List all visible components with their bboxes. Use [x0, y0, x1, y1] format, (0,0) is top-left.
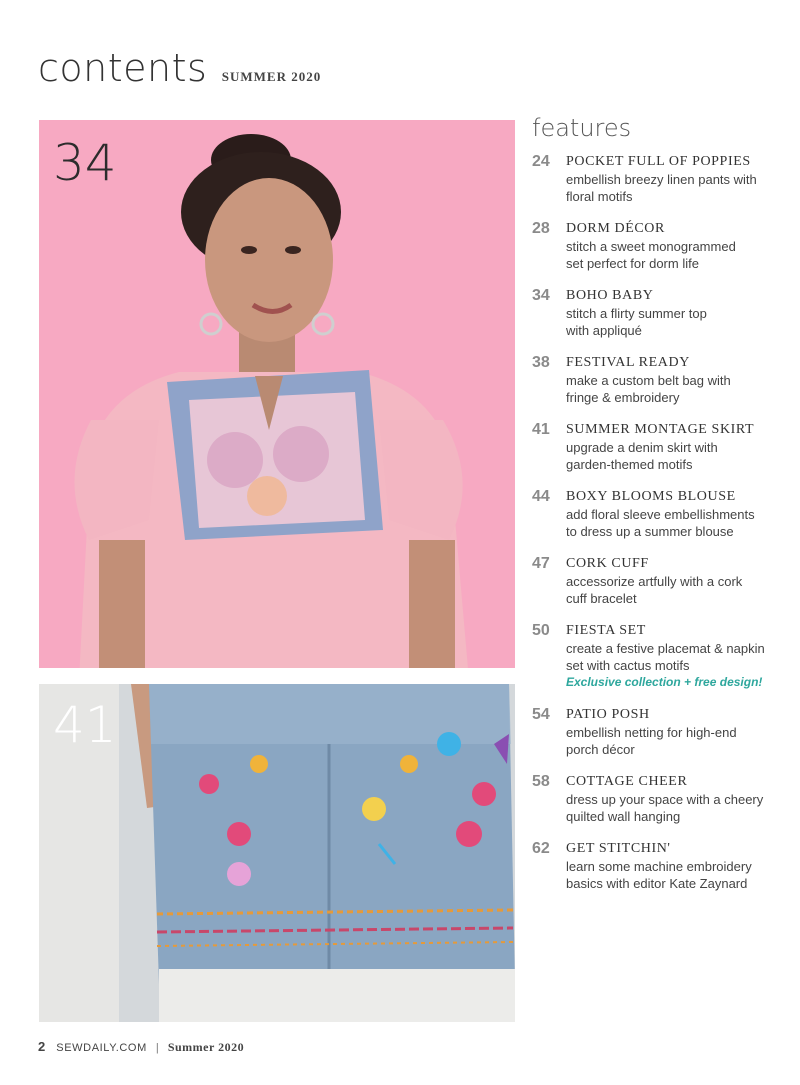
- feature-desc-line: quilted wall hanging: [566, 808, 681, 824]
- feature-item[interactable]: [532, 706, 790, 758]
- issue-label: SUMMER 2020: [221, 69, 322, 84]
- feature-desc-line: garden-themed motifs: [566, 456, 693, 472]
- feature-title[interactable]: PATIO POSH: [566, 706, 650, 722]
- page-header: [38, 46, 321, 90]
- feature-title[interactable]: POCKET FULL OF POPPIES: [566, 153, 751, 169]
- feature-title[interactable]: BOXY BLOOMS BLOUSE: [566, 488, 736, 504]
- feature-desc-line: set perfect for dorm life: [566, 255, 699, 271]
- feature-desc-line: dress up your space with a cheery: [566, 791, 764, 807]
- photo-illustration-woman: [39, 120, 515, 668]
- feature-title[interactable]: SUMMER MONTAGE SKIRT: [566, 421, 755, 437]
- feature-desc-line: to dress up a summer blouse: [566, 523, 734, 539]
- feature-photo-boho-top[interactable]: [39, 120, 515, 668]
- feature-item[interactable]: [532, 153, 790, 205]
- page-title: contents: [38, 46, 208, 90]
- feature-photo-denim-skirt[interactable]: [39, 684, 515, 1022]
- feature-item[interactable]: [532, 773, 790, 825]
- photo-page-number: 34: [53, 134, 117, 192]
- feature-item[interactable]: [532, 555, 790, 607]
- feature-title[interactable]: FESTIVAL READY: [566, 354, 690, 370]
- feature-item[interactable]: [532, 354, 790, 406]
- feature-page-number: 38: [532, 353, 550, 371]
- feature-page-number: 50: [532, 621, 550, 639]
- feature-desc-line: make a custom belt bag with: [566, 372, 731, 388]
- feature-item[interactable]: [532, 421, 790, 473]
- feature-desc-line: stitch a sweet monogrammed: [566, 238, 736, 254]
- feature-desc-line: accessorize artfully with a cork: [566, 573, 743, 589]
- feature-page-number: 44: [532, 487, 550, 505]
- feature-desc-line: set with cactus motifs: [566, 657, 690, 673]
- feature-desc-line: fringe & embroidery: [566, 389, 680, 405]
- features-heading: features: [532, 114, 632, 142]
- feature-desc-line: cuff bracelet: [566, 590, 637, 606]
- feature-desc-line: floral motifs: [566, 188, 633, 204]
- feature-desc-line: embellish breezy linen pants with: [566, 171, 757, 187]
- feature-item[interactable]: [532, 488, 790, 540]
- feature-title[interactable]: GET STITCHIN': [566, 840, 671, 856]
- feature-desc-line: stitch a flirty summer top: [566, 305, 707, 321]
- features-list: [532, 114, 790, 892]
- feature-page-number: 28: [532, 219, 550, 237]
- page-footer: [38, 1039, 244, 1055]
- feature-title[interactable]: COTTAGE CHEER: [566, 773, 688, 789]
- feature-page-number: 62: [532, 839, 550, 857]
- feature-title[interactable]: DORM DÉCOR: [566, 220, 665, 236]
- feature-item[interactable]: [532, 840, 790, 892]
- feature-page-number: 58: [532, 772, 550, 790]
- feature-desc-line: with appliqué: [566, 322, 642, 338]
- feature-desc-line: upgrade a denim skirt with: [566, 439, 718, 455]
- feature-item[interactable]: [532, 622, 790, 691]
- footer-site-link[interactable]: SEWDAILY.COM: [56, 1042, 147, 1054]
- feature-page-number: 54: [532, 705, 550, 723]
- feature-page-number: 34: [532, 286, 550, 304]
- footer-page-number: 2: [38, 1039, 46, 1054]
- feature-page-number: 24: [532, 152, 550, 170]
- feature-promo-link[interactable]: Exclusive collection + free design!: [566, 674, 763, 689]
- feature-page-number: 47: [532, 554, 550, 572]
- feature-desc-line: create a festive placemat & napkin: [566, 640, 765, 656]
- feature-item[interactable]: [532, 220, 790, 272]
- feature-page-number: 41: [532, 420, 550, 438]
- feature-desc-line: learn some machine embroidery: [566, 858, 752, 874]
- footer-issue: Summer 2020: [167, 1040, 245, 1054]
- feature-title[interactable]: FIESTA SET: [566, 622, 646, 638]
- feature-desc-line: add floral sleeve embellishments: [566, 506, 755, 522]
- feature-desc-line: embellish netting for high-end: [566, 724, 737, 740]
- feature-title[interactable]: CORK CUFF: [566, 555, 649, 571]
- feature-desc-line: porch décor: [566, 741, 635, 757]
- feature-item[interactable]: [532, 287, 790, 339]
- footer-divider: |: [155, 1042, 159, 1054]
- photo-page-number: 41: [53, 696, 117, 754]
- feature-desc-line: basics with editor Kate Zaynard: [566, 875, 748, 891]
- feature-title[interactable]: BOHO BABY: [566, 287, 654, 303]
